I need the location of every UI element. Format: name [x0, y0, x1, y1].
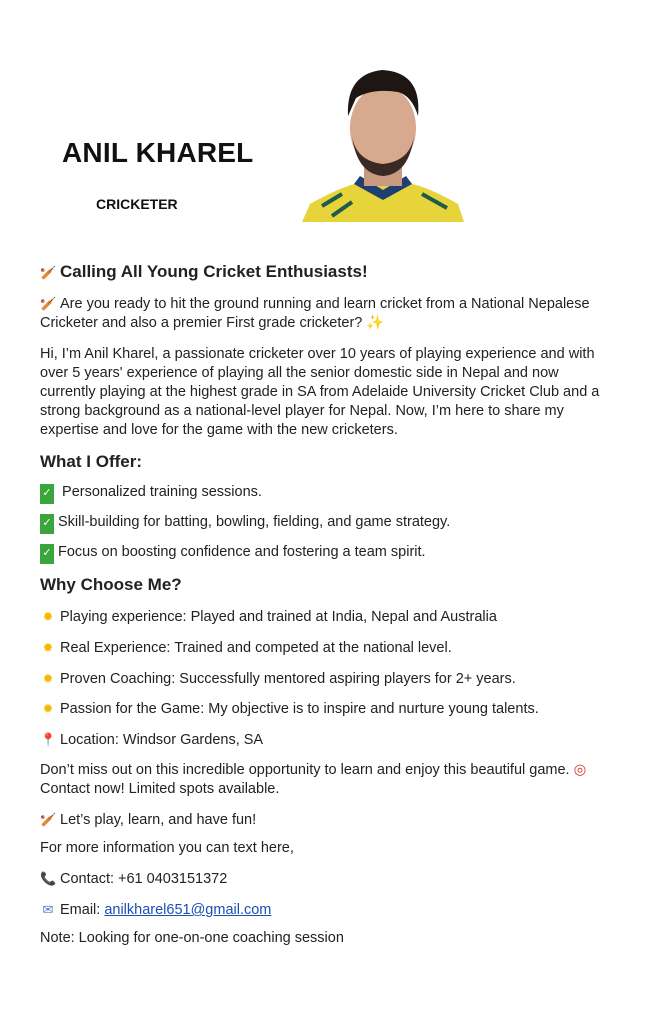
sparkles-icon: ✨	[366, 315, 385, 331]
note: Note: Looking for one-on-one coaching session	[40, 930, 344, 946]
bio-line: currently playing at the highest grade in SA from Adelaide University Cricket Club and a	[40, 384, 600, 400]
offer-item: ✓ Focus on boosting confidence and fostering a team spirit.	[40, 543, 426, 564]
phone-icon: 📞	[40, 871, 57, 886]
bio-line: over 5 years' experience of playing all the senior domestic side in Nepal and now	[40, 365, 559, 381]
pin-icon: 📍	[40, 732, 57, 747]
intro-line: Cricketer and also a premier First grade cricketer? ✨	[40, 315, 385, 331]
why-item: ✹ Proven Coaching: Successfully mentored aspiring players for 2+ years.	[40, 669, 516, 690]
offer-item: ✓ Personalized training sessions.	[40, 483, 262, 504]
sun-icon: ✹	[42, 701, 54, 716]
email-link[interactable]: anilkharel651@gmail.com	[104, 902, 272, 918]
location: 📍 Location: Windsor Gardens, SA	[40, 732, 264, 748]
offer-item: ✓ Skill-building for batting, bowling, fielding, and game strategy.	[40, 513, 450, 534]
more-info: For more information you can text here,	[40, 840, 294, 856]
bio-line: Hi, I’m Anil Kharel, a passionate cricketer over 10 years of playing experience and with	[40, 346, 595, 362]
profile-photo	[302, 66, 464, 222]
email-icon: ✉	[42, 902, 54, 917]
why-item: ✹ Passion for the Game: My objective is to inspire and nurture young talents.	[40, 699, 539, 720]
closing-line: Contact now! Limited spots available.	[40, 781, 280, 797]
play-line: 🏏 Let’s play, learn, and have fun!	[40, 812, 257, 828]
sun-icon: ✹	[42, 671, 54, 686]
contact-email: ✉ Email: anilkharel651@gmail.com	[40, 900, 271, 921]
cricket-bat-icon: 🏏	[40, 265, 57, 280]
sun-icon: ✹	[42, 640, 54, 655]
target-icon: ◎	[573, 762, 587, 778]
cricket-bat-icon: 🏏	[40, 296, 57, 311]
cricket-bat-icon: 🏏	[40, 812, 57, 827]
offer-heading: What I Offer:	[40, 452, 142, 471]
intro-heading: 🏏 Calling All Young Cricket Enthusiasts!	[40, 262, 368, 281]
bio-line: strong background as a national-level player for Nepal. Now, I’m here to share my	[40, 403, 564, 419]
contact-phone: 📞 Contact: +61 0403151372	[40, 871, 228, 887]
check-mark-icon: ✓	[40, 514, 54, 534]
person-name: ANIL KHAREL	[62, 137, 254, 168]
why-item: ✹ Playing experience: Played and trained at India, Nepal and Australia	[40, 607, 497, 628]
why-item: ✹ Real Experience: Trained and competed at the national level.	[40, 638, 452, 659]
intro-line: 🏏 Are you ready to hit the ground running and learn cricket from a National Nepalese	[40, 296, 590, 312]
person-role: CRICKETER	[96, 196, 178, 212]
bio-line: expertise and love for the game with the new cricketers.	[40, 422, 398, 438]
closing-line: Don’t miss out on this incredible opportunity to learn and enjoy this beautiful game. ◎	[40, 762, 587, 778]
check-mark-icon: ✓	[40, 484, 54, 504]
sun-icon: ✹	[42, 609, 54, 624]
check-mark-icon: ✓	[40, 544, 54, 564]
why-heading: Why Choose Me?	[40, 575, 182, 594]
